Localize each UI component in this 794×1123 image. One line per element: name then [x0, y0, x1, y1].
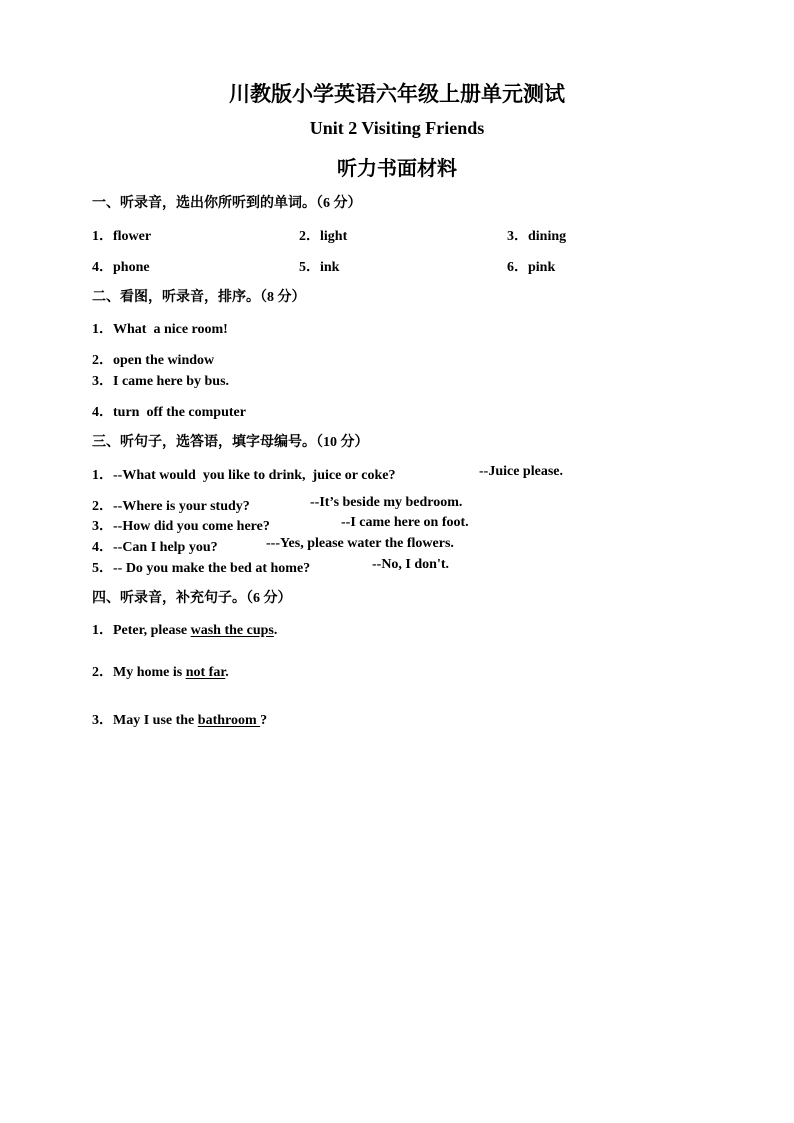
section2-item	[92, 349, 214, 369]
section2-item	[92, 370, 229, 390]
item-number: 2．	[299, 229, 320, 244]
item-word: dining	[528, 229, 567, 244]
section4-item	[92, 709, 267, 729]
item-number: 1．	[92, 623, 113, 638]
section1-item	[299, 256, 339, 276]
item-number: 2．	[92, 353, 113, 368]
section1-item	[507, 225, 566, 245]
item-number: 2．	[92, 665, 113, 680]
item-number: 4．	[92, 540, 113, 555]
item-number: 6．	[507, 260, 528, 275]
section3-item	[92, 536, 218, 556]
section4-item	[92, 661, 229, 681]
sentence-end: .	[273, 623, 278, 638]
section3-item	[92, 557, 310, 577]
item-number: 3．	[507, 229, 528, 244]
item-number: 1．	[92, 468, 113, 483]
item-number: 3．	[92, 519, 113, 534]
sentence-start: Peter, please	[113, 623, 191, 638]
section1-item	[92, 256, 150, 276]
item-text: open the window	[113, 353, 215, 368]
answer-text: --No, I don't.	[372, 557, 450, 572]
answer-text: --It’s beside my bedroom.	[310, 495, 463, 510]
section3-item	[92, 464, 395, 484]
section1-item	[92, 225, 151, 245]
sentence-start: My home is	[113, 665, 186, 680]
item-number: 3．	[92, 374, 113, 389]
item-word: phone	[113, 260, 150, 275]
item-text: What a nice room!	[113, 322, 228, 337]
section1-item	[299, 225, 347, 245]
filled-answer: bathroom	[197, 713, 261, 728]
page-title: 川教版小学英语六年级上册单元测试	[229, 82, 565, 106]
item-number: 5．	[299, 260, 320, 275]
item-word: flower	[113, 229, 152, 244]
item-text: I came here by bus.	[113, 374, 230, 389]
question-text: --How did you come here?	[113, 519, 270, 534]
item-word: ink	[320, 260, 340, 275]
question-text: --Can I help you?	[113, 540, 218, 555]
item-word: light	[320, 229, 348, 244]
filled-answer: wash the cups	[190, 623, 274, 638]
unit-title: Unit 2 Visiting Friends	[309, 118, 485, 138]
filled-answer: not far	[185, 665, 226, 680]
sentence-end: ?	[260, 713, 268, 728]
answer-text: --I came here on foot.	[341, 515, 469, 530]
section3-item	[92, 495, 250, 515]
sentence-end: .	[225, 665, 229, 680]
item-number: 4．	[92, 260, 113, 275]
item-number: 4．	[92, 405, 113, 420]
item-word: pink	[528, 260, 556, 275]
section2-heading: 二、看图，听录音，排序。（8 分）	[92, 290, 306, 305]
question-text: --What would you like to drink, juice or coke?	[113, 468, 396, 483]
section1-item	[507, 256, 555, 276]
page-subtitle: 听力书面材料	[337, 158, 457, 180]
item-number: 5．	[92, 561, 113, 576]
section4-heading: 四、听录音，补充句子。（6 分）	[92, 591, 292, 606]
section3-heading: 三、听句子，选答语，填字母编号。（10 分）	[92, 435, 369, 450]
question-text: --Where is your study?	[113, 499, 250, 514]
sentence-start: May I use the	[113, 713, 198, 728]
item-text: turn off the computer	[113, 405, 246, 420]
question-text: -- Do you make the bed at home?	[113, 561, 311, 576]
section2-item	[92, 401, 246, 421]
item-number: 1．	[92, 229, 113, 244]
answer-text: --Juice please.	[479, 464, 563, 479]
section2-item	[92, 318, 228, 338]
answer-text: ---Yes, please water the flowers.	[266, 536, 454, 551]
section1-heading: 一、听录音，选出你所听到的单词。（6 分）	[92, 196, 362, 211]
item-number: 3．	[92, 713, 113, 728]
item-number: 2．	[92, 499, 113, 514]
section3-item	[92, 515, 270, 535]
section4-item	[92, 619, 277, 639]
item-number: 1．	[92, 322, 113, 337]
